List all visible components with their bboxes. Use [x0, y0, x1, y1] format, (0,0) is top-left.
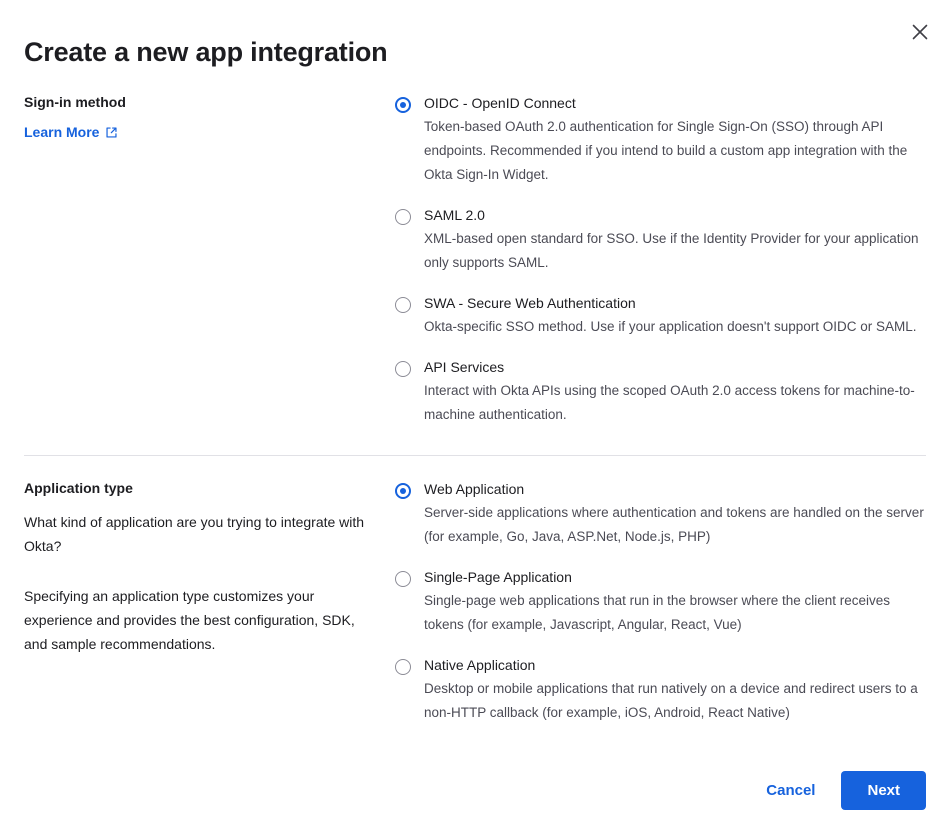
radio-button-web-application[interactable] — [395, 483, 411, 499]
radio-description-saml: XML-based open standard for SSO. Use if the Identity Provider for your application only supports SAML. — [424, 231, 919, 270]
external-link-icon — [105, 126, 118, 139]
sign-in-method-section — [24, 70, 926, 427]
application-type-options — [395, 478, 926, 725]
page-title: Create a new app integration — [24, 37, 388, 67]
learn-more-label: Learn More — [24, 124, 100, 140]
next-button[interactable]: Next — [841, 771, 926, 810]
radio-label-swa[interactable]: SWA - Secure Web Authentication — [424, 295, 636, 311]
radio-option-api-services[interactable] — [395, 357, 926, 427]
radio-button-oidc[interactable] — [395, 97, 411, 113]
radio-option-saml[interactable] — [395, 205, 926, 275]
radio-option-swa[interactable] — [395, 293, 926, 339]
radio-body-native-application — [424, 655, 926, 725]
radio-label-oidc[interactable]: OIDC - OpenID Connect — [424, 95, 576, 111]
radio-button-api-services[interactable] — [395, 361, 411, 377]
radio-body-swa — [424, 293, 926, 339]
application-type-helper-1: What kind of application are you trying to integrate with Okta? — [24, 514, 365, 554]
radio-description-web-application: Server-side applications where authentication and tokens are handled on the server (for example, Go, Java, ASP.Net, Node.js, PHP) — [424, 505, 924, 544]
sign-in-method-label: Sign-in method — [24, 94, 126, 110]
radio-label-single-page-application[interactable]: Single-Page Application — [424, 569, 572, 585]
radio-button-saml[interactable] — [395, 209, 411, 225]
sign-in-method-left — [24, 92, 395, 427]
radio-option-native-application[interactable] — [395, 655, 926, 725]
radio-option-oidc[interactable] — [395, 93, 926, 187]
radio-body-api-services — [424, 357, 926, 427]
radio-description-native-application: Desktop or mobile applications that run natively on a device and redirect users to a non-HTTP callback (for example, iOS, Android, React Native) — [424, 681, 918, 720]
radio-description-swa: Okta-specific SSO method. Use if your application doesn't support OIDC or SAML. — [424, 319, 917, 334]
radio-label-native-application[interactable]: Native Application — [424, 657, 536, 673]
radio-label-web-application[interactable]: Web Application — [424, 481, 525, 497]
radio-description-api-services: Interact with Okta APIs using the scoped OAuth 2.0 access tokens for machine-to-machine authentication. — [424, 383, 915, 422]
learn-more-link[interactable] — [24, 124, 118, 140]
radio-body-web-application — [424, 479, 926, 549]
application-type-helper-2: Specifying an application type customizes your experience and provides the best configuration, SDK, and sample recommendations. — [24, 588, 355, 652]
radio-option-web-application[interactable] — [395, 479, 926, 549]
dialog-footer — [762, 771, 926, 810]
radio-button-native-application[interactable] — [395, 659, 411, 675]
radio-label-saml[interactable]: SAML 2.0 — [424, 207, 485, 223]
cancel-button[interactable]: Cancel — [762, 774, 819, 807]
application-type-left — [24, 478, 395, 725]
radio-description-oidc: Token-based OAuth 2.0 authentication for Single Sign-On (SSO) through API endpoints. Recommended if you intend to build a custom app integration with the Okta Sign-In Widget. — [424, 119, 908, 182]
application-type-label: Application type — [24, 480, 133, 496]
application-type-section — [24, 456, 926, 725]
radio-button-single-page-application[interactable] — [395, 571, 411, 587]
radio-body-single-page-application — [424, 567, 926, 637]
radio-description-single-page-application: Single-page web applications that run in the browser where the client receives tokens (for example, Javascript, Angular, React, Vue) — [424, 593, 891, 632]
radio-body-oidc — [424, 93, 926, 187]
sign-in-method-options — [395, 92, 926, 427]
radio-button-swa[interactable] — [395, 297, 411, 313]
radio-option-single-page-application[interactable] — [395, 567, 926, 637]
radio-body-saml — [424, 205, 926, 275]
radio-label-api-services[interactable]: API Services — [424, 359, 505, 375]
close-icon[interactable] — [906, 18, 934, 46]
